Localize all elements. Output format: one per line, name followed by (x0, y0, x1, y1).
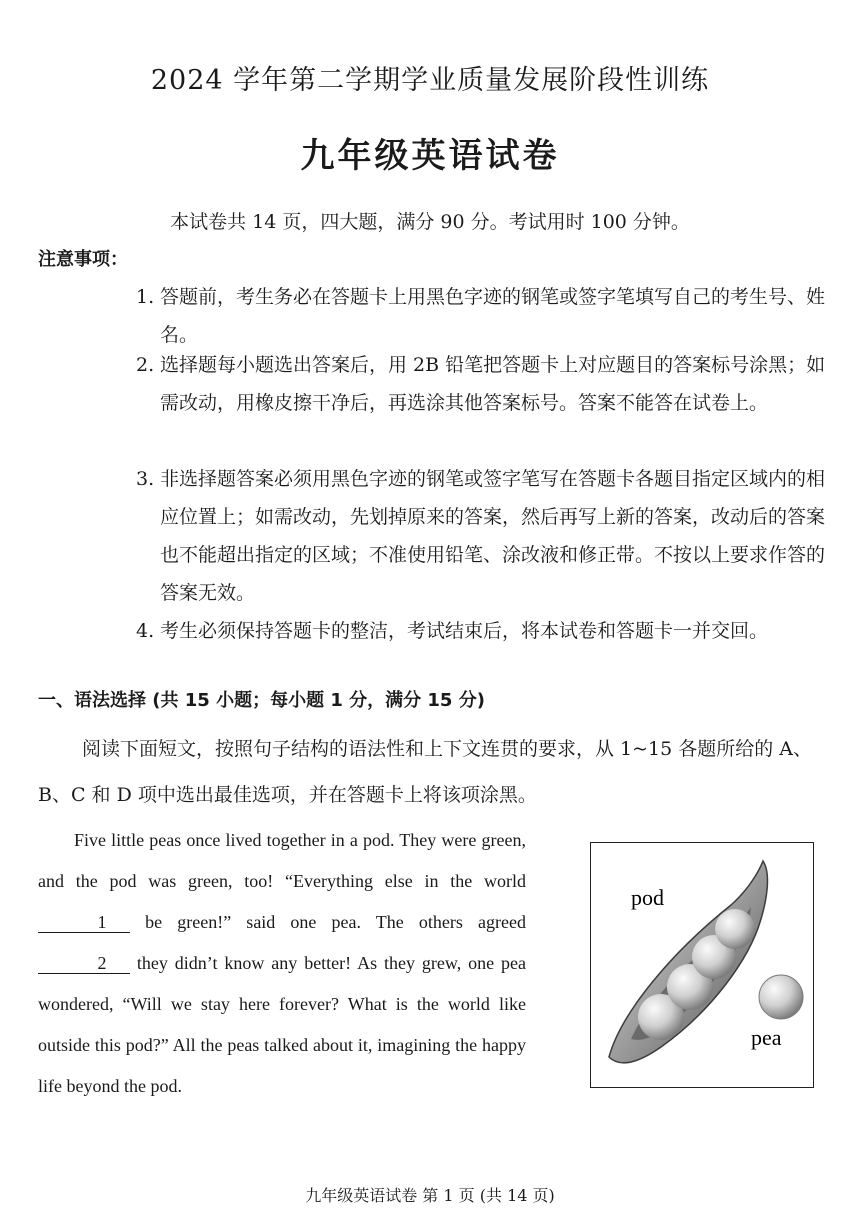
passage-text: be green!” said one pea. The others agreed (130, 912, 526, 932)
reading-passage (38, 820, 526, 1107)
notice-item-number: 3. (136, 468, 155, 490)
answer-blank-1: 1 (38, 912, 130, 933)
notice-heading: 注意事项： (38, 249, 128, 270)
pea-pod-drawing (591, 843, 813, 1087)
pea-label: pea (751, 1025, 782, 1050)
loose-pea (759, 975, 803, 1019)
pod-label: pod (631, 885, 664, 910)
page-footer: 九年级英语试卷 第 1 页 (共 14 页) (305, 1186, 555, 1205)
answer-blank-2: 2 (38, 953, 130, 974)
notice-item (136, 612, 830, 650)
notice-item-text: 非选择题答案必须用黑色字迹的钢笔或签字笔写在答题卡各题目指定区域内的相应位置上；如需改动，先划掉原来的答案，然后再写上新的答案，改动后的答案也不能超出指定的区域；不准使用铅笔、涂改液和修正带。不按以上要求作答的答案无效。 (160, 468, 826, 604)
notice-item-number: 1. (136, 286, 155, 308)
exam-title: 九年级英语试卷 (300, 136, 560, 176)
notice-item-number: 4. (136, 620, 155, 642)
pea-pod-illustration (590, 842, 814, 1088)
notice-item-text: 答题前，考生务必在答题卡上用黑色字迹的钢笔或签字笔填写自己的考生号、姓名。 (160, 286, 826, 346)
notice-item (136, 346, 830, 422)
passage-text: they didn’t know any better! As they grew, one pea wondered, “Will we stay here forever? What is the world like outside this pod?” All the peas talked about it, imagining the happy life beyond the pod. (38, 953, 526, 1096)
exam-intro: 本试卷共 14 页，四大题，满分 90 分。考试用时 100 分钟。 (170, 211, 690, 233)
passage-text: Five little peas once lived together in a pod. They were green, and the pod was green, too! “Everything else in the world (38, 830, 526, 891)
section-heading: 一、语法选择 (共 15 小题；每小题 1 分，满分 15 分) (38, 690, 485, 711)
notice-item (136, 278, 830, 354)
exam-subtitle: 2024 学年第二学期学业质量发展阶段性训练 (150, 65, 710, 96)
notice-item-text: 考生必须保持答题卡的整洁，考试结束后，将本试卷和答题卡一并交回。 (160, 620, 769, 642)
pea-in-pod (715, 909, 755, 949)
notice-item (136, 460, 830, 612)
notice-item-text: 选择题每小题选出答案后，用 2B 铅笔把答题卡上对应题目的答案标号涂黑；如需改动，用橡皮擦干净后，再选涂其他答案标号。答案不能答在试卷上。 (160, 354, 826, 414)
notice-item-number: 2. (136, 354, 155, 376)
section-instructions: 阅读下面短文，按照句子结构的语法性和上下文连贯的要求，从 1~15 各题所给的 A、B、C 和 D 项中选出最佳选项，并在答题卡上将该项涂黑。 (38, 738, 813, 806)
